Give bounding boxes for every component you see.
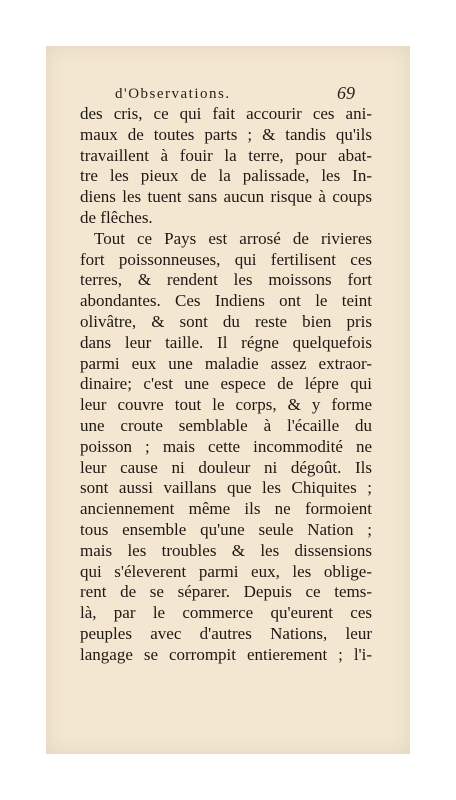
text-line: sont aussi vaillans que les Chiquites ; [80, 478, 372, 498]
text-line: tous ensemble qu'une seule Nation ; [80, 519, 372, 539]
text-line: langage se corrompit entierement ; l'i- [80, 644, 372, 664]
body-text [80, 104, 372, 666]
text-line: rent de se séparer. Depuis ce tems- [80, 582, 372, 602]
text-line: Tout ce Pays est arrosé de rivieres [94, 228, 372, 248]
text-line: dans leur taille. Il régne quelquefois [80, 332, 372, 352]
text-line: qui s'éleverent parmi eux, les oblige- [80, 561, 372, 581]
page-number: 69 [337, 83, 355, 103]
text-line: des cris, ce qui fait accourir ces ani- [80, 104, 372, 123]
text-line: abondantes. Ces Indiens ont le teint [80, 291, 372, 311]
text-line: olivâtre, & sont du reste bien pris [80, 311, 372, 331]
text-line: de flêches. [80, 207, 153, 227]
text-line: travaillent à fouir la terre, pour abat- [80, 145, 372, 165]
text-line: anciennement même ils ne formoient [80, 499, 372, 519]
text-line: fort poissonneuses, qui fertilisent ces [80, 249, 372, 269]
paragraph [80, 229, 372, 666]
text-line: une croute semblable à l'écaille du [80, 415, 372, 435]
text-line: diens les tuent sans aucun risque à coups [80, 187, 372, 207]
text-line: mais les troubles & les dissensions [80, 540, 372, 560]
text-line: terres, & rendent les moissons fort [80, 270, 372, 290]
paragraph [80, 104, 372, 229]
text-line: tre les pieux de la palissade, les In- [80, 166, 372, 186]
running-title: d'Observations. [115, 86, 231, 102]
text-line: leur couvre tout le corps, & y forme [80, 395, 372, 415]
text-line: poisson ; mais cette incommodité ne [80, 436, 372, 456]
text-line: maux de toutes parts ; & tandis qu'ils [80, 124, 372, 144]
text-line: dinaire; c'est une espece de lépre qui [80, 374, 372, 394]
text-line: parmi eux une maladie assez extraor- [80, 353, 372, 373]
text-line: peuples avec d'autres Nations, leur [80, 623, 372, 643]
text-line: leur cause ni douleur ni dégoût. Ils [80, 457, 372, 477]
text-line: là, par le commerce qu'eurent ces [80, 603, 372, 623]
